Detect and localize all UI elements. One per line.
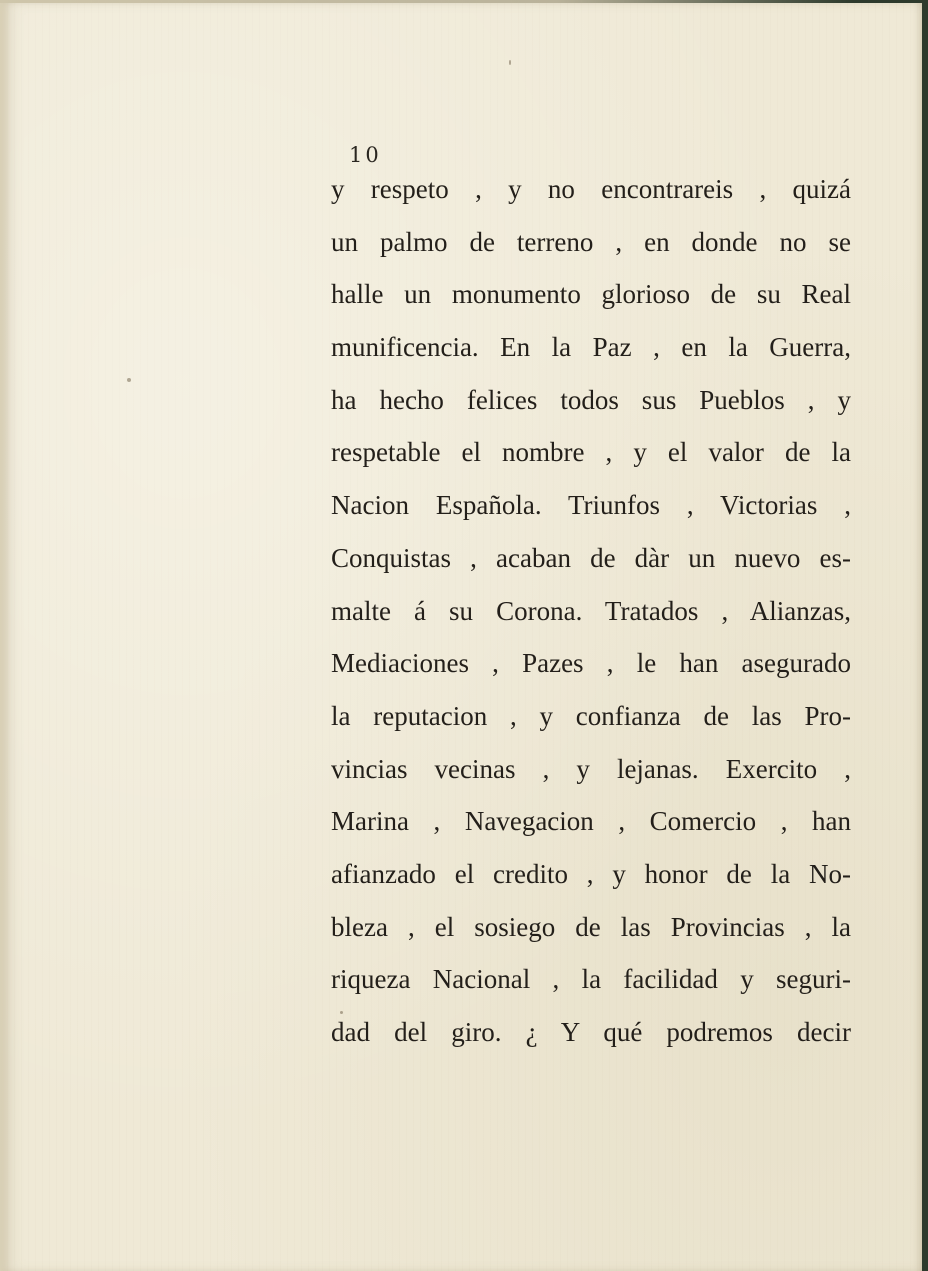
text-line: munificencia. En la Paz , en la Guerra, bbox=[331, 332, 851, 363]
book-page bbox=[0, 3, 922, 1271]
page-gutter-shadow bbox=[0, 3, 10, 1271]
text-line: y respeto , y no encontrareis , quizá bbox=[331, 174, 851, 204]
text-line: Nacion Española. Triunfos , Victorias , bbox=[331, 490, 851, 521]
text-line: halle un monumento glorioso de su Real bbox=[331, 279, 851, 310]
text-line: dad del giro. ¿ Y qué podremos decir bbox=[331, 1017, 851, 1047]
text-line: malte á su Corona. Tratados , Alianzas, bbox=[331, 595, 851, 626]
text-line: vincias vecinas , y lejanas. Exercito , bbox=[331, 753, 851, 784]
text-line: Marina , Navegacion , Comercio , han bbox=[331, 806, 851, 837]
body-text bbox=[331, 169, 851, 1065]
text-line: respetable el nombre , y el valor de la bbox=[331, 437, 851, 468]
text-line: ha hecho felices todos sus Pueblos , y bbox=[331, 384, 851, 415]
text-line: Conquistas , acaban de dàr un nuevo es- bbox=[331, 542, 851, 573]
text-line: un palmo de terreno , en donde no se bbox=[331, 226, 851, 257]
text-line: afianzado el credito , y honor de la No- bbox=[331, 858, 851, 889]
text-line: la reputacion , y confianza de las Pro- bbox=[331, 700, 851, 731]
text-line: riqueza Nacional , la facilidad y seguri- bbox=[331, 964, 851, 995]
page-number: 10 bbox=[349, 143, 382, 167]
text-line: bleza , el sosiego de las Provincias , la bbox=[331, 911, 851, 942]
text-line: Mediaciones , Pazes , le han asegurado bbox=[331, 648, 851, 679]
paper-speck bbox=[127, 378, 131, 382]
paper-speck bbox=[509, 60, 511, 65]
